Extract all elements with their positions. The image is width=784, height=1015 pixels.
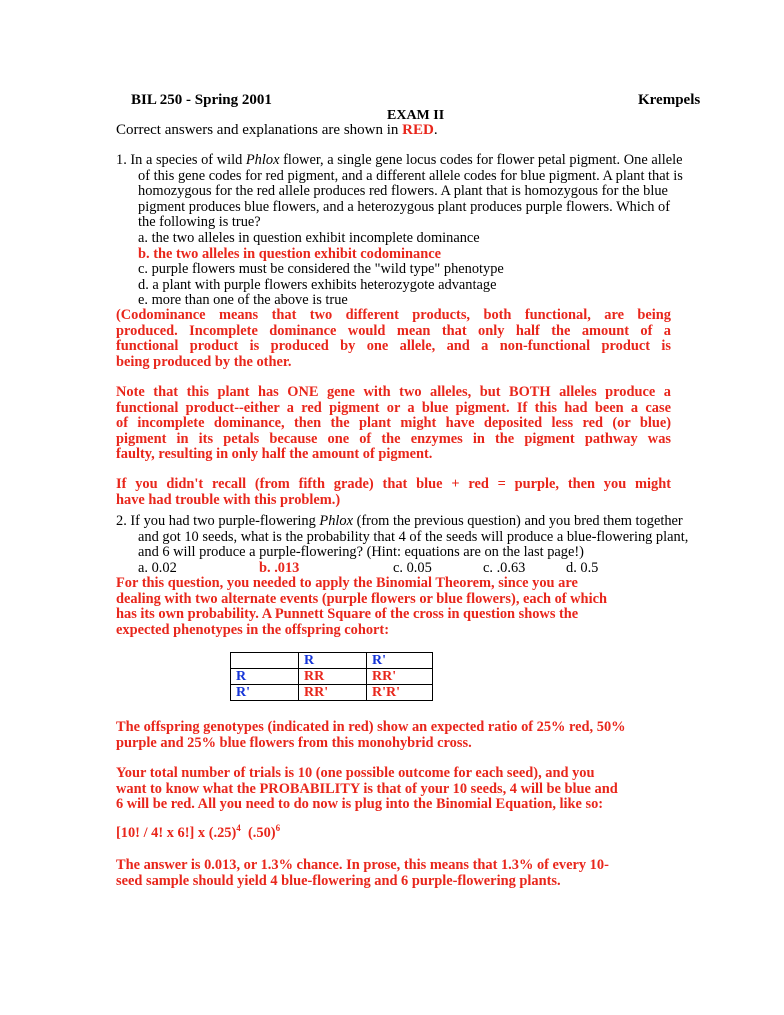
q2-explanation-2: The offspring genotypes (indicated in red) show an expected ratio of 25% red, 50% purple and 25% blue flowers from this monohybrid cross. xyxy=(116,719,626,751)
q1-explanation-2: Note that this plant has ONE gene with two alleles, but BOTH alleles produce a functional product--either a red pigment or a blue pigment. If this had been a case of incomplete dominance, then the plant might have deposited less red (or blue) pigment in its petals because one of the enzymes in the pigment pathway was faulty, resulting in only half the amount of pigment. xyxy=(116,384,671,462)
q2-stem-line: and got 10 seeds, what is the probability that 4 of the seeds will produce a blue-flowering plant, xyxy=(138,528,689,545)
q2-answer: The answer is 0.013, or 1.3% chance. In prose, this means that 1.3% of every 10- seed sample should yield 4 blue-flowering and 6 purple-flowering plants. xyxy=(116,857,609,889)
q2-stem xyxy=(116,514,688,561)
q2-option-a: a. 0.02 xyxy=(138,560,177,576)
q1-stem-line: homozygous for the red allele produces red flowers. A plant that is homozygous for the blue xyxy=(138,183,668,199)
q1-options xyxy=(138,231,504,309)
punnett-genotype-cell: RR xyxy=(299,669,367,685)
punnett-row-header: R' xyxy=(231,685,299,701)
punnett-row xyxy=(231,669,433,685)
q1-option-b-correct: b. the two alleles in question exhibit codominance xyxy=(138,245,442,262)
q2-stem-line: and 6 will produce a purple-flowering? (Hint: equations are on the last page!) xyxy=(138,544,584,560)
punnett-genotype-cell: R'R' xyxy=(367,685,433,701)
punnett-corner-cell xyxy=(231,653,299,669)
q1-option-c: c. purple flowers must be considered the "wild type" phenotype xyxy=(138,261,504,277)
q1-stem-line: of this gene codes for red pigment, and a different allele codes for blue pigment. A plant that is xyxy=(138,167,683,184)
q2-option-c: c. 0.05 xyxy=(393,560,432,576)
instructor-name: Krempels xyxy=(638,92,701,108)
punnett-row xyxy=(231,685,433,701)
q1-stem xyxy=(116,153,716,231)
q2-option-c2: c. .0.63 xyxy=(483,560,526,576)
note-suffix: . xyxy=(433,122,438,138)
punnett-col-header: R xyxy=(299,653,367,669)
binomial-equation: [10! / 4! x 6!] x $(.25)^4$ $(.50)^6$ xyxy=(116,823,281,841)
q2-option-b-correct: b. .013 xyxy=(259,560,300,576)
q2-stem-line: 2. If you had two purple-flowering Phlox (from the previous question) and you bred them together xyxy=(116,513,683,529)
punnett-row-header: R xyxy=(231,669,299,685)
course-title: BIL 250 - Spring 2001 xyxy=(131,92,272,108)
q2-option-d: d. 0.5 xyxy=(566,560,599,576)
answer-key-note xyxy=(116,123,438,138)
punnett-genotype-cell: RR' xyxy=(299,685,367,701)
q2-explanation-1: For this question, you needed to apply the Binomial Theorem, since you are dealing with two alternate events (purple flowers or blue flowers), each of which has its own probability. A Punnett Square of the cross in question shows the expected phenotypes in the offspring cohort: xyxy=(116,575,607,638)
note-red-word: RED xyxy=(402,122,434,138)
q1-option-d: d. a plant with purple flowers exhibits heterozygote advantage xyxy=(138,276,497,293)
q1-explanation-1: (Codominance means that two different products, both functional, are being produced. Incomplete dominance would mean that only half the amount of a functional product is produced by one allele, and a non-functional product is being produced by the other. xyxy=(116,307,671,370)
phlox-italic: Phlox xyxy=(245,152,280,168)
exam-title: EXAM II xyxy=(387,108,445,123)
punnett-col-header: R' xyxy=(367,653,433,669)
q1-option-e: e. more than one of the above is true xyxy=(138,292,348,308)
q1-option-a: a. the two alleles in question exhibit incomplete dominance xyxy=(138,230,480,246)
note-prefix: Correct answers and explanations are shown in xyxy=(116,122,403,138)
punnett-header-row xyxy=(231,653,433,669)
phlox-italic: Phlox xyxy=(319,513,353,529)
q1-stem-line: pigment produces blue flowers, and a heterozygous plant produces purple flowers. Which of xyxy=(138,198,671,215)
punnett-square xyxy=(230,652,433,701)
q1-stem-line: 1. In a species of wild Phlox flower, a single gene locus codes for flower petal pigment. One allele xyxy=(116,152,683,168)
q1-explanation-3: If you didn't recall (from fifth grade) that blue + red = purple, then you might have had trouble with this problem.) xyxy=(116,476,671,508)
punnett-genotype-cell: RR' xyxy=(367,669,433,685)
q1-stem-line: the following is true? xyxy=(138,214,261,230)
q2-explanation-3: Your total number of trials is 10 (one possible outcome for each seed), and you want to know what the PROBABILITY is that of your 10 seeds, 4 will be blue and 6 will be red. All you need to do now is plug into the Binomial Equation, like so: xyxy=(116,765,618,812)
